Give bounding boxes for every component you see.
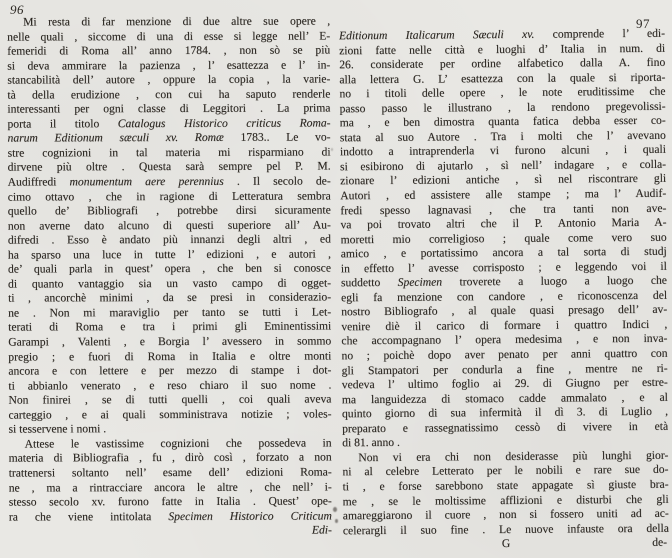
text-line: quello de’ Bibliografi , potrebbe dirsi sicuramente: [7, 203, 331, 218]
text-line: ti , e forse sarebbono state appagate sì giuste bra-: [342, 477, 669, 494]
text-line: me , se le moltissime afflizioni e disturbi che gli: [342, 492, 669, 508]
text-line: in effetto l’ avesse corrisposto ; e leggendo voi il: [340, 259, 667, 276]
text-line: preparato e rassegnatissimo cessò di vivere in età: [342, 419, 669, 436]
text-line: no i titoli delle opere , le note eruditissime che: [339, 84, 666, 101]
text-line: vedeva l’ ultimo foglio ai 29. di Giugno per estre-: [341, 375, 668, 392]
text-line: zioni fatte nelle città e luoghi d’ Italia in num. di: [339, 41, 666, 57]
text-line: celerargli il suo fine . Le nuove infauste ora della: [342, 521, 669, 537]
text-line: di quanto vantaggio sia un vasto campo di ogget-: [8, 276, 332, 291]
text-line: Attese le vastissime cognizioni che possedeva in: [24, 436, 332, 451]
text-line: si deva ammirare la pazienza , l’ esattezza e l’ in-: [7, 58, 331, 73]
text-line: difredi . Esso è andato più innanzi degli altri , ed: [7, 232, 331, 247]
text-line: si tesservene i nomi .: [8, 422, 107, 436]
ink-speck: [333, 507, 337, 512]
text-line: interessanti per ogni classe di Leggitori . La prima: [7, 101, 331, 116]
signature-mark: G: [501, 537, 511, 551]
text-line: tà della erudizione , con cui ha saputo renderle: [7, 87, 331, 102]
text-line: materia di Bibliografia , fu , dirò così , forzato a non: [8, 450, 332, 465]
ink-speck: [335, 519, 338, 523]
text-line: trattenersi soltanto nell’ esame dell’ edizioni Roma-: [8, 465, 332, 480]
ink-speck: [331, 148, 333, 151]
catchword: de-: [652, 535, 668, 549]
right-text-column: [339, 27, 669, 553]
text-line: ma , e ben dimostra quanta fatica debba esser co-: [339, 114, 666, 130]
text-line: ti , ancorchè minimi , da se presi in considerazio-: [8, 290, 332, 305]
text-line: ra che viene intitolata Specimen Historico Criticum: [8, 509, 332, 524]
text-line: Mi resta di far menzione di due altre sue opere ,: [23, 14, 331, 29]
text-line: quinto giorno di sua infermità il dì 3. di Luglio ,: [341, 404, 669, 421]
text-line: terati di Roma e tra i primi gli Eminentissimi: [8, 319, 332, 335]
text-line: va poi trovato altri che il P. Antonio Maria A-: [340, 215, 667, 232]
text-line: passo passo le illustrano , la rendono pregevolissi-: [339, 99, 666, 116]
text-line: no ; poichè dopo aver penato per anni quattro con: [341, 346, 668, 363]
text-line: Autori , ed assistere alle stampe ; ma l’ Audif-: [340, 186, 667, 203]
text-line: femeridi di Roma all’ anno 1784. , non sò se più: [7, 43, 331, 58]
text-line: ha sparso una luce in tutte l’ edizioni , e autori ,: [7, 247, 331, 262]
text-line: stesso secolo xv. furono fatte in Italia . Quest’ ope-: [8, 494, 332, 509]
text-line: non averne dato alcuno di questi superiore all’ Au-: [7, 218, 331, 233]
text-line: zionare l’ edizioni antiche , sì nel riscontrare gli: [340, 172, 667, 188]
catchword: Edi-: [311, 523, 332, 537]
text-line: de’ quali parla in quest’ opera , che ben si conosce: [7, 261, 331, 276]
text-line: stata al suo Autore . Tra i molti che l’ avevano: [339, 128, 666, 145]
text-line: ni al celebre Letterato per le nobili e rare sue do-: [342, 463, 669, 479]
page-number-right: 97: [636, 16, 650, 31]
text-line: porta il titolo Catalogus Historico criticus Roma-: [7, 116, 331, 131]
text-line: amareggiarono il cuore , non si fossero uniti ad ac-: [342, 506, 669, 523]
text-line: che accompagnano l’ opera medesima , e non inva-: [341, 332, 668, 348]
text-line: ma languidezza di stomaco cadde ammalato , e al: [341, 390, 668, 406]
text-line: 26. considerate per ordine alfabetico dalla A. fino: [339, 55, 666, 72]
text-line: alla lettera G. L’ esattezza con la quale si riporta-: [339, 70, 666, 86]
text-line: gli Stampatori per condurla a fine , mentre ne ri-: [341, 361, 668, 377]
text-line: nelle quali , siccome di una di esse si legge nell’ E-: [7, 28, 331, 44]
text-line: suddetto Specimen troverete a luogo a luogo che: [340, 274, 667, 290]
text-line: pregio ; e fuori di Roma in Italia e oltre monti: [8, 349, 332, 364]
text-line: carteggio , e ai quali somministrava notizie ; voles-: [8, 407, 332, 422]
text-line: ne . Non mi maraviglio per tanto se tutti i Let-: [8, 305, 332, 320]
text-line: ti abbianlo venerato , e reso chiaro il suo nome .: [8, 378, 332, 393]
text-line: stancabilità dell’ autore , oppure la copia , la varie-: [7, 72, 331, 87]
text-line: ne , ma a rintracciare ancora le altre , che nell’ i-: [8, 479, 332, 495]
left-text-column: [7, 14, 332, 539]
text-line: nostro Bibliografo , al quale quasi presago dell’ av-: [341, 303, 668, 319]
text-line: di 81. anno .: [342, 436, 400, 450]
text-line: Garampi , Valenti , e Borgia l’ avessero in sommo: [8, 334, 332, 349]
text-line: si esibirono di ajutarlo , sì nell’ indagare , e colla-: [339, 157, 667, 174]
text-line: egli fa menzione con candore , e riconoscenza del: [341, 288, 668, 305]
text-line: Audiffredi monumentum aere perennius . Il secolo de-: [7, 174, 331, 189]
text-line: Non vi era chi non desiderasse più lunghi gior-: [358, 448, 669, 465]
text-line: indotto a intraprenderla vi furono alcuni , i quali: [339, 143, 666, 159]
text-line: venire diè il carico di formare i quattro Indici ,: [341, 317, 668, 334]
text-line: ancora e con lettere e per mezzo di stampe i dot-: [8, 363, 332, 378]
text-line: amico , e portatissimo ancora a tal sorta di studj: [340, 244, 667, 261]
text-line: narum Editionum sæculi xv. Romæ 1783.. Le vo-: [7, 130, 331, 145]
page-number-left: 96: [10, 2, 24, 17]
text-line: Non finirei , se di tutti quelli , coi quali aveva: [8, 392, 332, 407]
text-line: Editionum Italicarum Sæculi xv. comprende l’ edi-: [338, 26, 666, 43]
text-line: [343, 536, 669, 553]
text-line: cimo ottavo , che in ragione di Letteratura sembra: [7, 188, 331, 204]
text-line: fredi spesso lagnavasi , che tra tanti non ave-: [340, 201, 667, 217]
text-line: dirvene più oltre . Questa sarà sempre pel P. M.: [7, 159, 331, 175]
text-line: moretti mio correligioso ; quale come vero suo: [340, 230, 667, 246]
text-line: stre cognizioni in tal materia mi risparmiano di: [7, 145, 331, 160]
